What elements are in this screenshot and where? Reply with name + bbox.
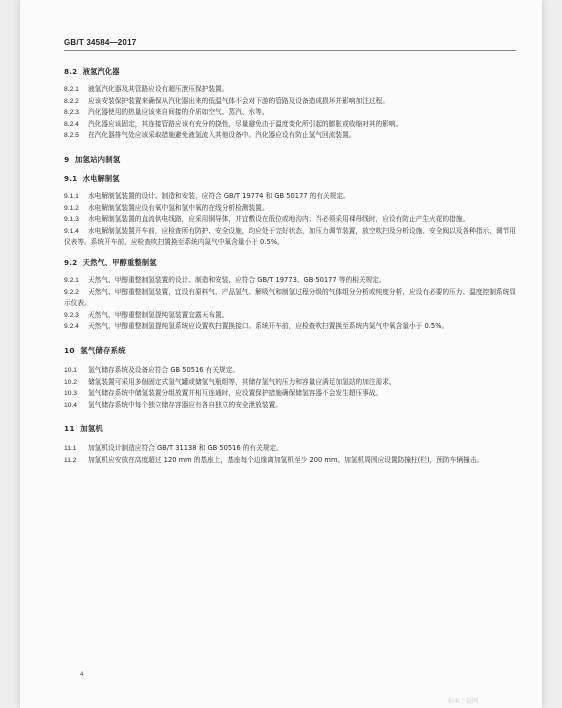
clause-number: 9.1.3 [64, 216, 79, 224]
clause-number: 8.2.5 [64, 132, 79, 140]
standard-code: GB/T 34584—2017 [64, 38, 137, 47]
clause-number: 9.2.4 [64, 323, 79, 331]
clause-paragraph [64, 365, 516, 377]
clause-paragraph [64, 107, 516, 119]
clause-text: 天然气、甲醇重整制氢提纯氢装置宜露天布置。 [88, 310, 229, 319]
clause-number: 9.1.1 [64, 192, 79, 200]
clause-paragraph [64, 203, 516, 215]
clause-number: 11.1 [64, 445, 77, 453]
clause-number: 10.3 [64, 390, 78, 398]
clause-number: 9.2.1 [64, 276, 79, 284]
clause-text: 天然气、甲醇重整制氢装置的设计、制造和安装，应符合 GB/T 19773、GB 50177 等的相关规定。 [88, 275, 386, 284]
clause-number: 10.4 [64, 401, 78, 409]
document-body [64, 67, 528, 466]
clause-number: 8.2.2 [64, 97, 79, 105]
section-heading: 11 加氢机 [64, 424, 104, 434]
document-page [20, 0, 542, 708]
clause-paragraph [64, 119, 516, 131]
clause-number: 8.2.1 [64, 86, 79, 93]
page-number: 4 [80, 672, 84, 678]
clause-text: 应该安装保护装置来确保从汽化器出来的低温气体不会对下游的管路及设备造成损坏并影响加注过程。 [88, 96, 389, 105]
clause-number: 9.2.2 [64, 288, 79, 296]
clause-paragraph [64, 226, 516, 249]
clause-paragraph [64, 455, 516, 467]
document-content [64, 38, 528, 466]
clause-number: 9.1.2 [64, 204, 79, 212]
clause-number: 8.2.3 [64, 109, 79, 117]
clause-paragraph [64, 443, 516, 455]
clause-text: 水电解制氢装置开车前，应检查所有防护、安全设施，均应处于完好状态，加压力调节装置，放空吹扫及分析设施、安全阀以及各种指示、调节用仪表等。系统开车前，应检查吹扫置换至系统内氮气中氧含量小于 0.5%。 [64, 226, 516, 247]
section-heading: 8.2 液氢汽化器 [64, 67, 120, 76]
clause-paragraph [64, 321, 516, 333]
section-heading: 9 加氢站内制氢 [64, 154, 121, 164]
clause-number: 10.1 [64, 366, 78, 374]
clause-text: 加氢机设计制造应符合 GB/T 31138 和 GB 50516 的有关规定。 [88, 444, 283, 453]
header-rule [64, 50, 516, 51]
section-heading: 9.2 天然气、甲醇重整制氢 [64, 257, 157, 267]
clause-number: 10.2 [64, 378, 78, 386]
clause-text: 天然气、甲醇重整制氢装置，宜设有原料气、产品氢气、解吸气和制氢过程分级的气体组分分析或纯度分析，应设有必要的压力、温度控制系统显示仪表。 [64, 287, 516, 308]
clause-paragraph [64, 377, 516, 389]
clause-paragraph [64, 191, 516, 203]
clause-text: 汽化器使用的热量应该来自间接的介质如空气、蒸汽、水等。 [88, 108, 269, 117]
clause-text: 水电解制氢装置的直流供电线路，应采用铜导体，并宜敷设在低位或地沟内；当必须采用裸母线时，应设有防止产生火花的措施。 [88, 215, 470, 224]
clause-number: 8.2.4 [64, 120, 79, 128]
clause-text: 天然气、甲醇重整制氢提纯氢系统应设置吹扫置换接口。系统开车前，应检查吹扫置换至系统内氮气中氧含量小于 0.5%。 [88, 322, 449, 331]
clause-text: 氢气储存系统中每个独立储存容器应有各自独立的安全泄放装置。 [88, 400, 282, 409]
clause-paragraph [64, 214, 516, 226]
clause-number: 11.2 [64, 456, 77, 464]
clause-text: 液氢汽化器及其管路应设有超压泄压保护装置。 [88, 85, 229, 93]
clause-text: 储氢装置可采用多個固定式氢气罐或储氢气瓶组等，其储存氢气的压力和容量应满足加氢站的加注需求。 [88, 377, 396, 386]
section-heading: 10 氢气储存系统 [64, 345, 126, 355]
clause-text: 在汽化器排气处应该采取措施避免液氢流入其他设备中。汽化器应设有防止氢气回流装置。 [88, 131, 356, 140]
clause-paragraph [64, 130, 516, 142]
clause-paragraph [64, 310, 516, 322]
clause-paragraph [64, 84, 516, 96]
section-heading: 9.1 水电解制氢 [64, 173, 120, 183]
clause-text: 水电解制氢装置应设有氧中氢和氢中氧的在线分析检测装置。 [88, 203, 269, 212]
clause-number: 9.2.3 [64, 311, 79, 319]
clause-paragraph [64, 96, 516, 108]
clause-paragraph [64, 388, 516, 400]
clause-text: 水电解制氢装置的设计、制造和安装，应符合 GB/T 19774 和 GB 50177 的有关规定。 [88, 191, 350, 200]
clause-paragraph [64, 400, 516, 412]
clause-text: 加氢机应安放在高度超过 120 mm 的基座上，基座每个边缘离加氢机至少 200 mm。加氢机周围应设置防撞柱(栏)，预防车辆撞击。 [88, 455, 484, 464]
watermark-text: 标准下载网 [448, 698, 479, 705]
clause-paragraph [64, 275, 516, 287]
clause-text: 氢气储存系统及设备应符合 GB 50516 有关规定。 [88, 365, 240, 374]
clause-text: 氢气储存系统中储氢装置分组放置并相互连通时，应设置保护措施确保储氢容器不会发生超压事故。 [88, 389, 383, 398]
clause-paragraph [64, 287, 516, 310]
clause-text: 汽化器应该固定，其连接管路应该有充分的挠性，尽量避免由于温度变化所引起的膨胀或收缩对其的影响。 [88, 119, 403, 128]
clause-number: 9.1.4 [64, 227, 79, 235]
